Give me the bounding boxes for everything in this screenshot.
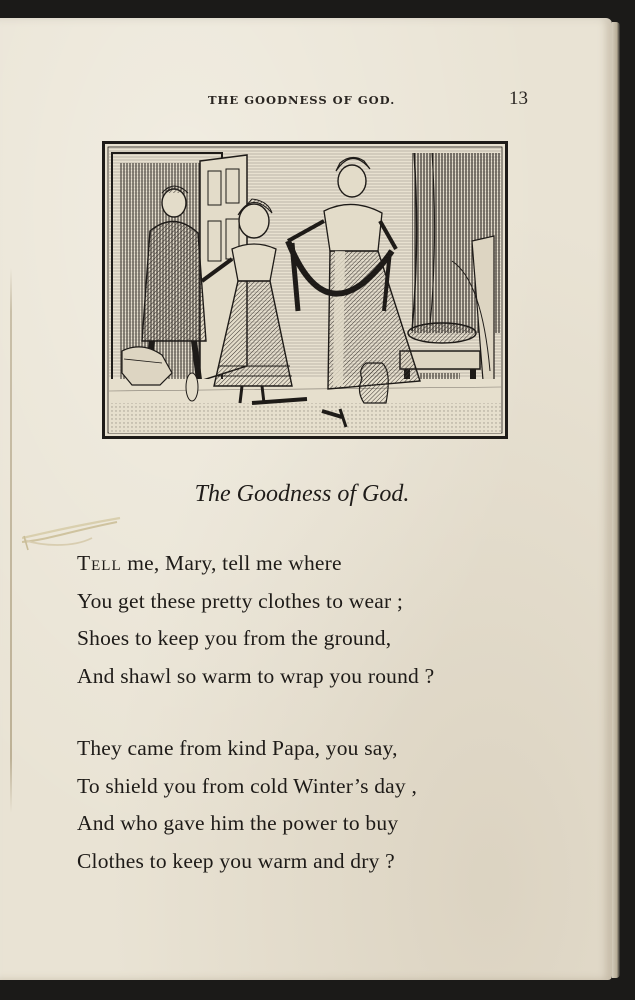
poem-title-text: The Goodness of God. [194, 481, 410, 507]
poem-title [0, 481, 612, 508]
page-edge [612, 22, 620, 978]
page-number: 13 [509, 88, 528, 109]
poem-line: And who gave him the power to buy [77, 811, 399, 835]
poem-line: Clothes to keep you warm and dry ? [77, 848, 395, 873]
poem-line: Tell me, Mary, tell me where [77, 551, 342, 575]
poem-line: They came from kind Papa, you say, [77, 736, 398, 760]
binding-fold [10, 268, 12, 813]
engraving-illustration [102, 141, 508, 439]
poem-line: Shoes to keep you from the ground, [77, 626, 392, 650]
book-page [0, 18, 612, 980]
stanza [77, 545, 434, 695]
poem-line: And shawl so warm to wrap you round ? [77, 663, 435, 688]
stanza [77, 730, 417, 880]
running-title: THE GOODNESS OF GOD. [208, 93, 396, 107]
poem-line: To shield you from cold Winter’s day , [77, 773, 418, 798]
poem-line: You get these pretty clothes to wear ; [77, 588, 404, 613]
